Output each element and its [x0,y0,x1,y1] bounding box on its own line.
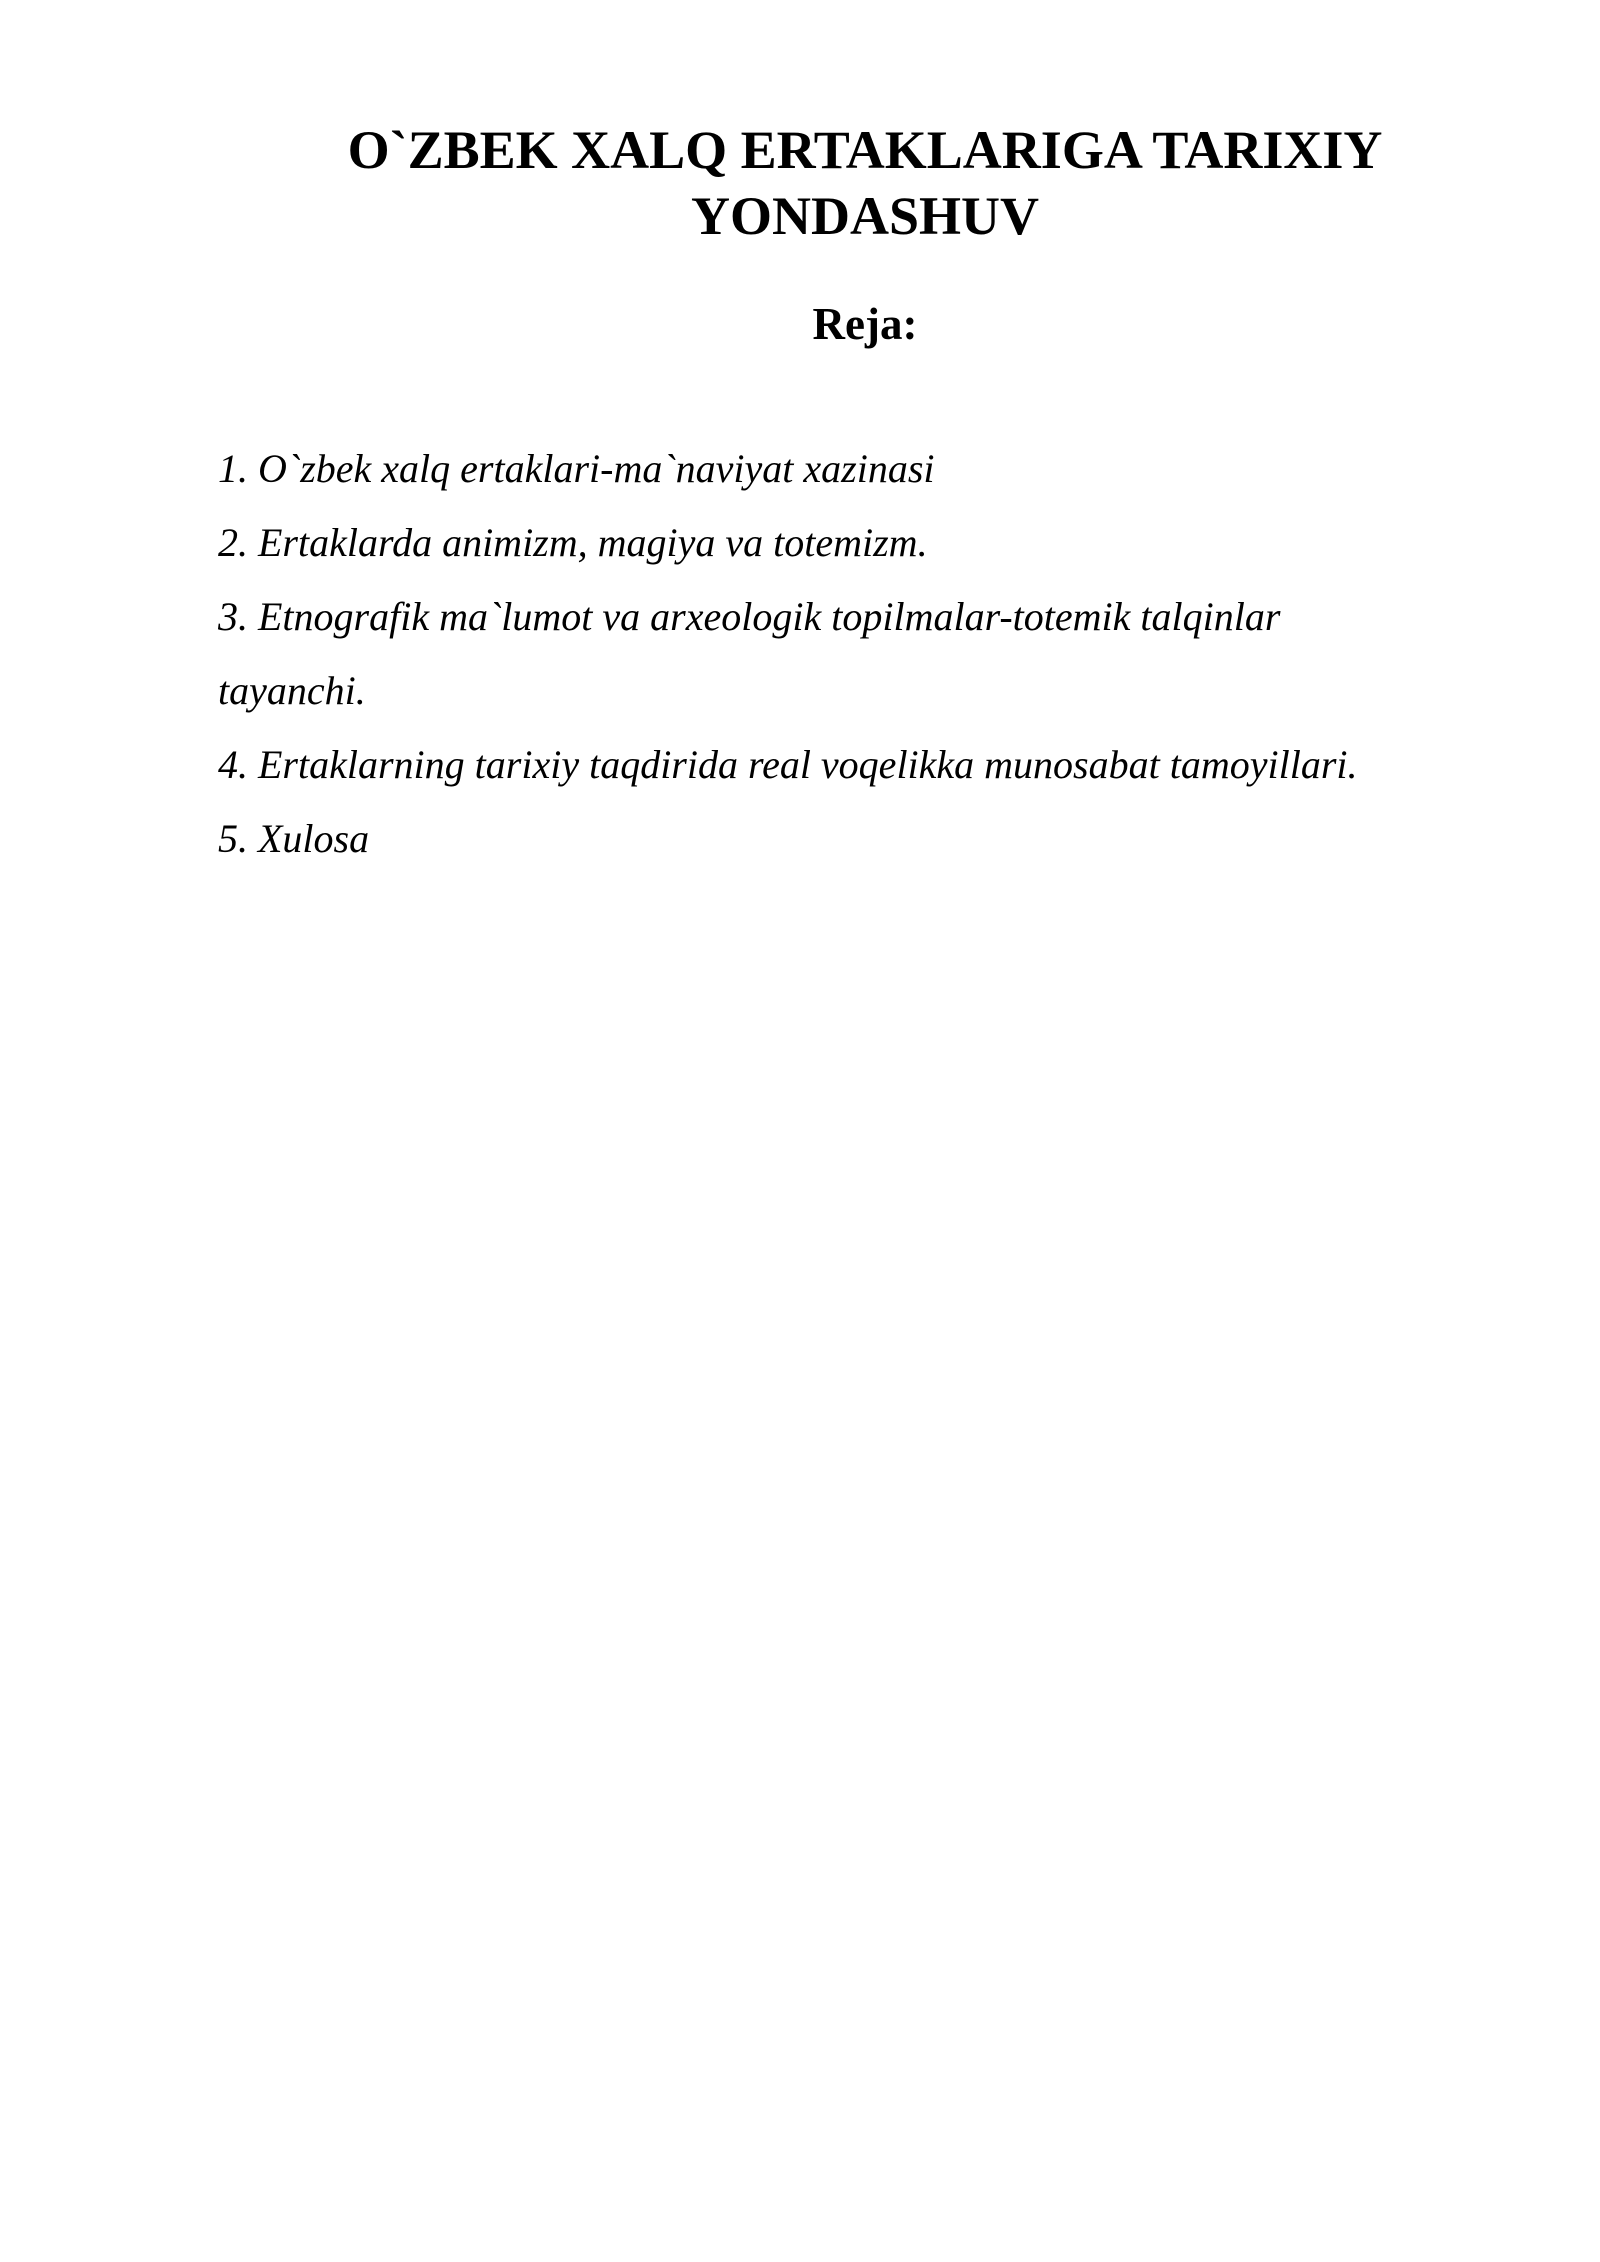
plan-heading: Reja: [812,299,918,349]
plan-item-text: Ertaklarda animizm, magiya va totemizm. [258,520,928,565]
plan-item-4 [218,728,1518,802]
plan-item-2 [218,506,1518,580]
plan-item-number: 2. [218,520,248,565]
document-title [220,117,1510,249]
plan-item-number: 3. [218,594,248,639]
plan-list [218,432,1518,876]
plan-item-continuation: tayanchi. [218,668,366,713]
plan-item-number: 4. [218,742,248,787]
plan-item-number: 5. [218,816,248,861]
plan-item-3 [218,580,1518,728]
document-title-line-1: O`ZBEK XALQ ERTAKLARIGA TARIXIY [347,120,1383,180]
plan-item-5 [218,802,1518,876]
plan-item-text: O`zbek xalq ertaklari-ma`naviyat xazinasi [258,446,935,491]
plan-item-text: Etnografik ma`lumot va arxeologik topilmalar-totemik talqinlar [258,594,1281,639]
plan-item-1 [218,432,1518,506]
plan-item-number: 1. [218,446,248,491]
plan-item-text: Xulosa [258,816,370,861]
plan-item-text: Ertaklarning tarixiy taqdirida real voqelikka munosabat tamoyillari. [258,742,1358,787]
document-title-line-2: YONDASHUV [690,186,1040,246]
